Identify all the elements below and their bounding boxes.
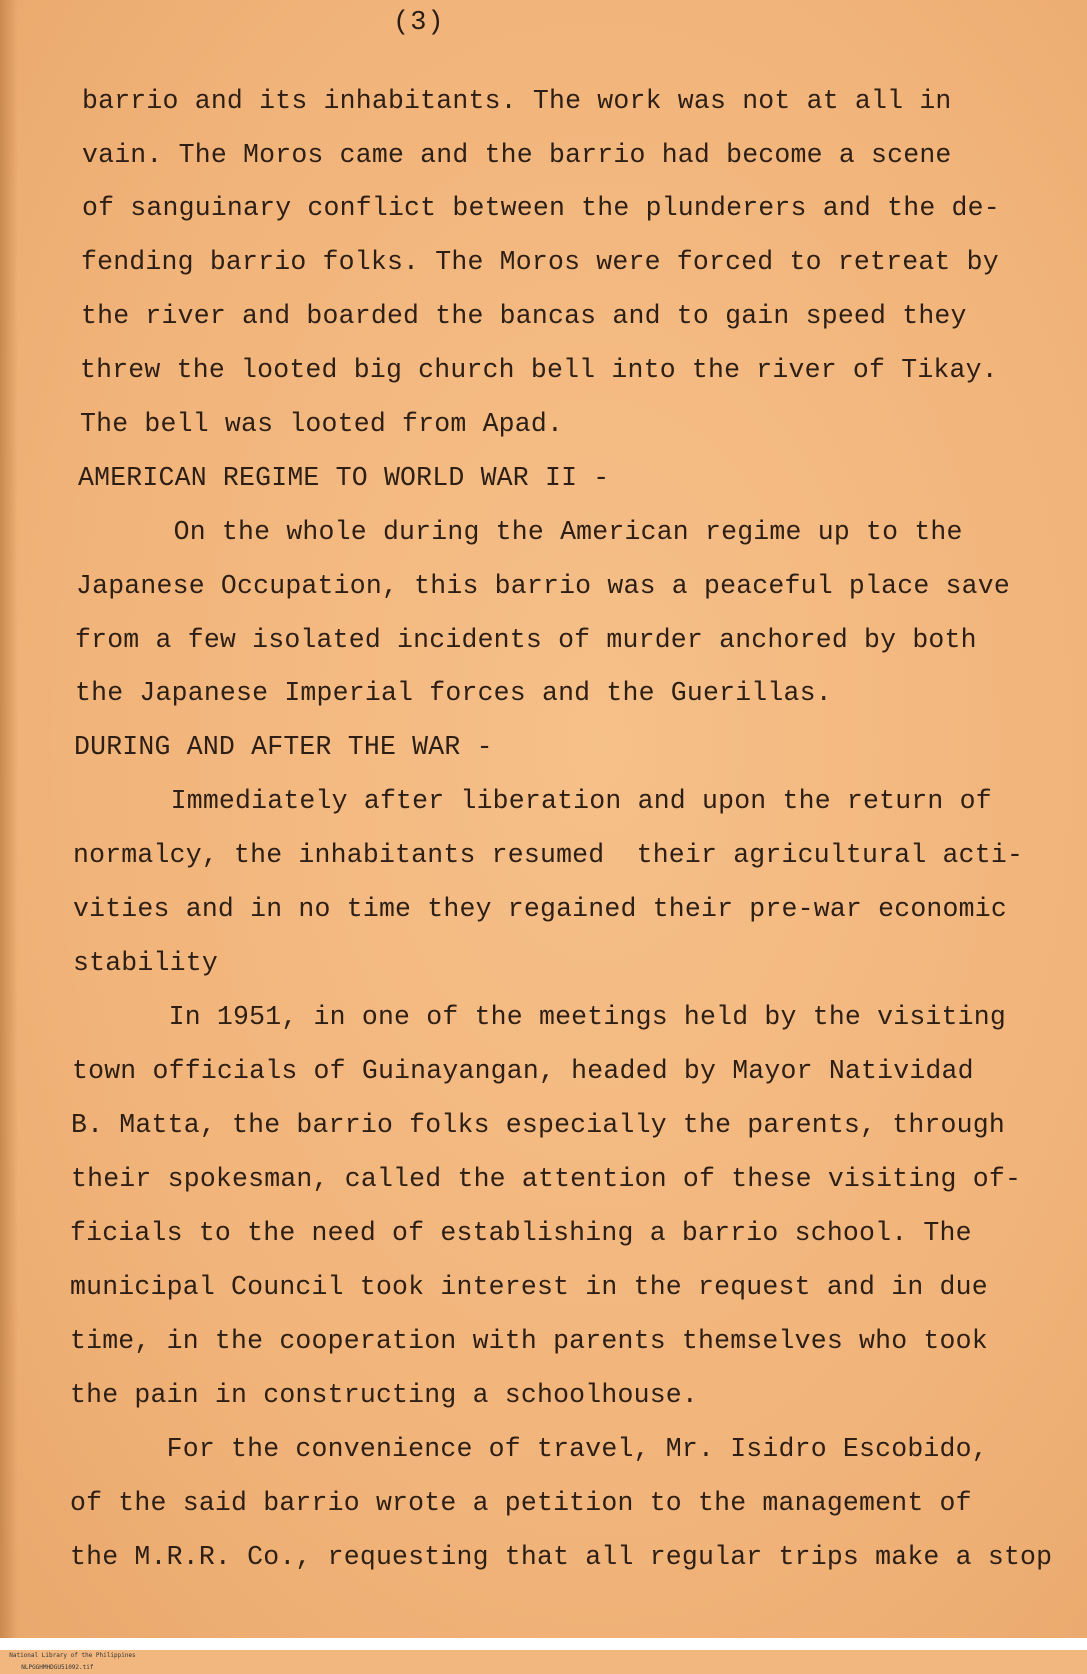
text-line: the M.R.R. Co., requesting that all regular trips make a stop	[70, 1542, 1053, 1572]
text-line: fending barrio folks. The Moros were forced to retreat by	[81, 247, 999, 277]
page-edge-shadow	[0, 0, 18, 1650]
text-line: The bell was looted from Apad.	[80, 409, 564, 439]
text-line: barrio and its inhabitants. The work was not at all in	[82, 86, 952, 116]
scan-footer	[0, 1638, 1087, 1671]
text-line: vities and in no time they regained their pre-war economic	[73, 894, 1007, 924]
text-line: the pain in constructing a schoolhouse.	[70, 1380, 699, 1410]
text-line: B. Matta, the barrio folks especially the parents, through	[71, 1110, 1005, 1140]
text-line: In 1951, in one of the meetings held by the visiting	[72, 1002, 1006, 1032]
text-line: normalcy, the inhabitants resumed their agricultural acti-	[73, 840, 1024, 870]
text-line: Japanese Occupation, this barrio was a peaceful place save	[76, 571, 1010, 601]
text-line: town officials of Guinayangan, headed by Mayor Natividad	[72, 1056, 974, 1086]
section-heading: DURING AND AFTER THE WAR -	[74, 732, 493, 762]
text-line: their spokesman, called the attention of these visiting of-	[71, 1164, 1022, 1194]
section-heading: AMERICAN REGIME TO WORLD WAR II -	[78, 463, 610, 493]
footer-source: National Library of the Philippines	[9, 1652, 136, 1659]
text-line: threw the looted big church bell into the river of Tikay.	[80, 355, 998, 385]
text-line: vain. The Moros came and the barrio had become a scene	[82, 140, 952, 170]
footer-file: NLPGGHMHDGU51092.tif	[21, 1664, 94, 1671]
page-number: (3)	[393, 8, 445, 38]
text-line: from a few isolated incidents of murder anchored by both	[75, 625, 977, 655]
text-line: On the whole during the American regime up to the	[77, 517, 963, 547]
text-line: Immediately after liberation and upon the return of	[74, 786, 992, 816]
text-line: the Japanese Imperial forces and the Guerillas.	[75, 678, 832, 708]
text-line: of the said barrio wrote a petition to the management of	[70, 1488, 972, 1518]
text-line: time, in the cooperation with parents themselves who took	[70, 1326, 988, 1356]
text-line: municipal Council took interest in the request and in due	[70, 1272, 988, 1302]
text-line: For the convenience of travel, Mr. Isidro Escobido,	[70, 1434, 988, 1464]
text-line: the river and boarded the bancas and to gain speed they	[81, 301, 967, 331]
text-line: stability	[73, 948, 218, 978]
text-line: of sanguinary conflict between the plunderers and the de-	[82, 193, 1000, 223]
text-line: ficials to the need of establishing a barrio school. The	[70, 1218, 972, 1248]
